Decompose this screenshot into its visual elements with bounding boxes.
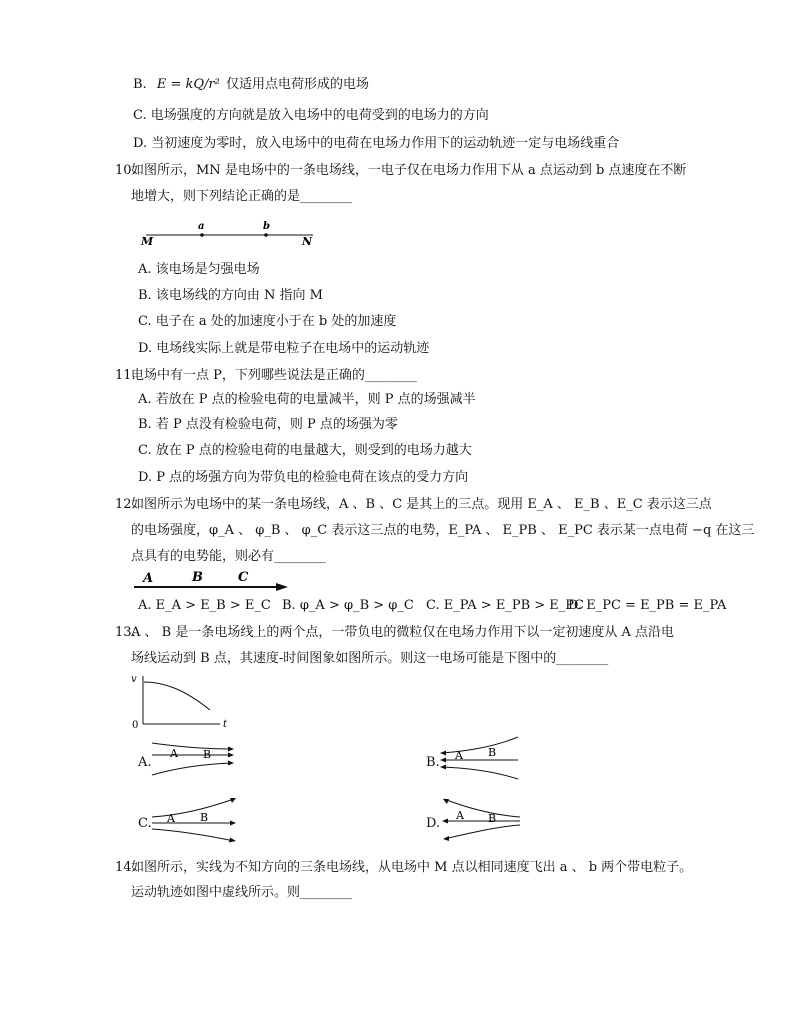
label-b: b xyxy=(263,221,270,232)
point-b-label: B xyxy=(200,811,209,824)
point-a-label: A xyxy=(167,812,175,825)
q9-option-b xyxy=(133,76,369,94)
q11-option-d: D. P 点的场强方向为带负电的检验电荷在该点的受力方向 xyxy=(138,470,469,485)
q13-label-a: A. xyxy=(138,755,152,770)
q13-diagram-d xyxy=(440,795,524,843)
q13-stem-line1: A 、 B 是一条电场线上的两个点，一带负电的微粒仅在电场力作用下以一定初速度从 A 点沿电 xyxy=(131,625,674,640)
label-m: M xyxy=(141,235,154,248)
q12-option-b: B. φ_A > φ_B > φ_C xyxy=(282,598,414,613)
q11-option-c: C. 放在 P 点的检验电荷的电量越大，则受到的电场力越大 xyxy=(138,443,472,458)
q13-stem-line2: 场线运动到 B 点，其速度-时间图象如图所示。则这一电场可能是下图中的________ xyxy=(131,651,609,666)
q10-number: 10. xyxy=(115,163,136,178)
q13-velocity-time-graph xyxy=(125,672,235,730)
label-a: a xyxy=(198,221,205,232)
q10-option-d: D. 电场线实际上就是带电粒子在电场中的运动轨迹 xyxy=(138,341,430,356)
t-label: t xyxy=(223,719,228,730)
q12-field-line-figure xyxy=(130,566,295,594)
q14-stem-line1: 如图所示，实线为不知方向的三条电场线，从电场中 M 点以相同速度飞出 a 、 b 两个带电粒子。 xyxy=(131,860,693,875)
q9-option-d: D. 当初速度为零时，放入电场中的电荷在电场力作用下的运动轨迹一定与电场线重合 xyxy=(133,136,620,151)
point-a xyxy=(200,233,204,237)
q10-stem-line1: 如图所示，MN 是电场中的一条电场线，一电子仅在电场力作用下从 a 点运动到 b 点速度在不断 xyxy=(131,163,687,178)
q12-stem-line2: 的电场强度，φ_A 、 φ_B 、 φ_C 表示这三点的电势，E_PA 、 E_PB 、 E_PC 表示某一点电荷 −q 在这三 xyxy=(131,523,755,538)
q13-label-b: B. xyxy=(426,755,440,770)
q9-option-b-text: 仅适用点电荷形成的电场 xyxy=(225,77,369,92)
q13-label-d: D. xyxy=(426,816,441,831)
q10-stem-line2: 地增大，则下列结论正确的是________ xyxy=(131,189,353,204)
q11-option-a: A. 若放在 P 点的检验电荷的电量减半，则 P 点的场强减半 xyxy=(138,392,476,407)
q12-number: 12. xyxy=(115,497,136,512)
q9-option-b-label: B. xyxy=(133,77,147,92)
q10-option-c: C. 电子在 a 处的加速度小于在 b 处的加速度 xyxy=(138,314,397,329)
q10-option-b: B. 该电场线的方向由 N 指向 M xyxy=(138,288,323,303)
q13-diagram-b xyxy=(438,735,522,783)
q13-number: 13. xyxy=(115,625,136,640)
q9-option-c: C. 电场强度的方向就是放入电场中的电荷受到的电场力的方向 xyxy=(133,108,489,123)
point-a-label: A xyxy=(456,809,464,822)
q12-option-c: C. E_PA > E_PB > E_PC xyxy=(426,598,584,613)
q10-field-line-figure xyxy=(138,216,328,248)
origin-label: 0 xyxy=(132,720,139,730)
q14-stem-line2: 运动轨迹如图中虚线所示。则________ xyxy=(131,885,353,900)
q11-stem: 电场中有一点 P，下列哪些说法是正确的________ xyxy=(131,368,417,383)
label-n: N xyxy=(302,235,313,248)
point-b-label: B xyxy=(203,748,212,761)
label-b: B xyxy=(192,570,203,585)
q13-diagram-a xyxy=(150,735,238,783)
q9-option-b-formula: E = kQ/r² xyxy=(156,77,220,92)
velocity-curve xyxy=(144,682,210,710)
point-b-label: B xyxy=(488,812,497,825)
q12-option-a: A. E_A > E_B > E_C xyxy=(138,598,271,613)
q11-option-b: B. 若 P 点没有检验电荷，则 P 点的场强为零 xyxy=(138,417,398,432)
q12-stem-line3: 点具有的电势能，则必有________ xyxy=(131,549,327,564)
point-a-label: A xyxy=(455,749,463,762)
point-b xyxy=(264,233,268,237)
v-label: v xyxy=(131,674,137,685)
label-c: C xyxy=(238,570,249,585)
point-a-label: A xyxy=(170,747,178,760)
q11-number: 11. xyxy=(115,368,136,383)
q14-number: 14. xyxy=(115,860,136,875)
arrow-head xyxy=(276,583,288,591)
point-b-label: B xyxy=(488,746,497,759)
q13-diagram-c xyxy=(150,795,242,843)
q13-label-c: C. xyxy=(138,816,152,831)
q10-option-a: A. 该电场是匀强电场 xyxy=(138,262,260,277)
q12-option-d: D. E_PC = E_PB = E_PA xyxy=(568,598,727,613)
q12-stem-line1: 如图所示为电场中的某一条电场线，A 、B 、C 是其上的三点。现用 E_A 、 E_B 、E_C 表示这三点 xyxy=(131,497,712,512)
label-a: A xyxy=(143,571,154,586)
